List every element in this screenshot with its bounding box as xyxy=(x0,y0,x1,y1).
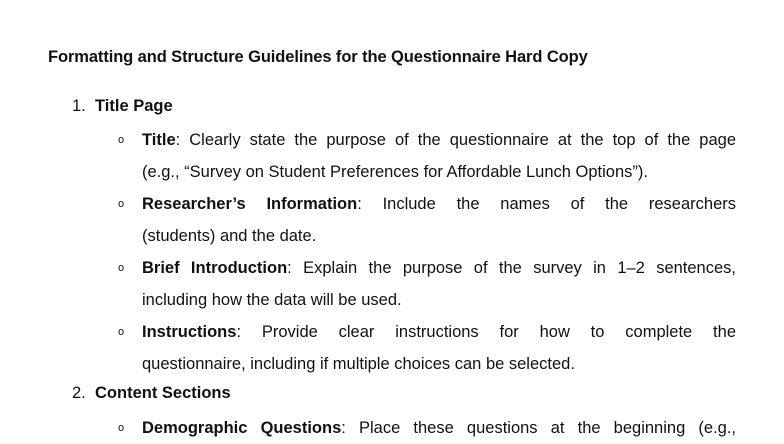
bullet-marker: o xyxy=(118,134,125,146)
item-line-2: (students) and the date. xyxy=(142,227,317,245)
item-line-1 xyxy=(142,412,736,444)
item-line-2: including how the data will be used. xyxy=(142,291,402,309)
item-term: Title xyxy=(142,131,176,149)
bullet-marker: o xyxy=(118,262,125,274)
list-item-demographic-questions xyxy=(142,412,736,444)
section-number: 1. xyxy=(72,97,86,115)
item-line-1 xyxy=(142,252,736,284)
item-text: : Provide clear instructions for how to complete the xyxy=(236,323,736,341)
item-line-1 xyxy=(142,124,736,156)
document-heading: Formatting and Structure Guidelines for the Questionnaire Hard Copy xyxy=(48,48,588,66)
list-item-brief-introduction xyxy=(142,252,736,316)
section-number: 2. xyxy=(72,384,86,402)
section-label: Title Page xyxy=(95,97,173,115)
item-line-1 xyxy=(142,188,736,220)
item-term: Instructions xyxy=(142,323,237,341)
section-title-page xyxy=(72,97,173,116)
item-term: Brief Introduction xyxy=(142,259,288,277)
item-text: : Clearly state the purpose of the questionnaire at the top of the page xyxy=(175,131,736,149)
list-item-title xyxy=(142,124,736,188)
bullet-marker: o xyxy=(118,198,125,210)
item-text: : Place these questions at the beginning (e.g., xyxy=(341,419,736,437)
item-line-2: (e.g., “Survey on Student Preferences for Affordable Lunch Options”). xyxy=(142,163,648,181)
section-label: Content Sections xyxy=(95,384,231,402)
item-term: Demographic Questions xyxy=(142,419,342,437)
section-content-sections xyxy=(72,384,231,403)
bullet-marker: o xyxy=(118,326,125,338)
item-text: : Explain the purpose of the survey in 1–2 sentences, xyxy=(287,259,736,277)
item-line-2: questionnaire, including if multiple choices can be selected. xyxy=(142,355,575,373)
list-item-researchers-information xyxy=(142,188,736,252)
item-line-1 xyxy=(142,316,736,348)
item-term: Researcher’s Information xyxy=(142,195,358,213)
list-item-instructions xyxy=(142,316,736,380)
bullet-marker: o xyxy=(118,422,125,434)
item-text: : Include the names of the researchers xyxy=(357,195,737,213)
